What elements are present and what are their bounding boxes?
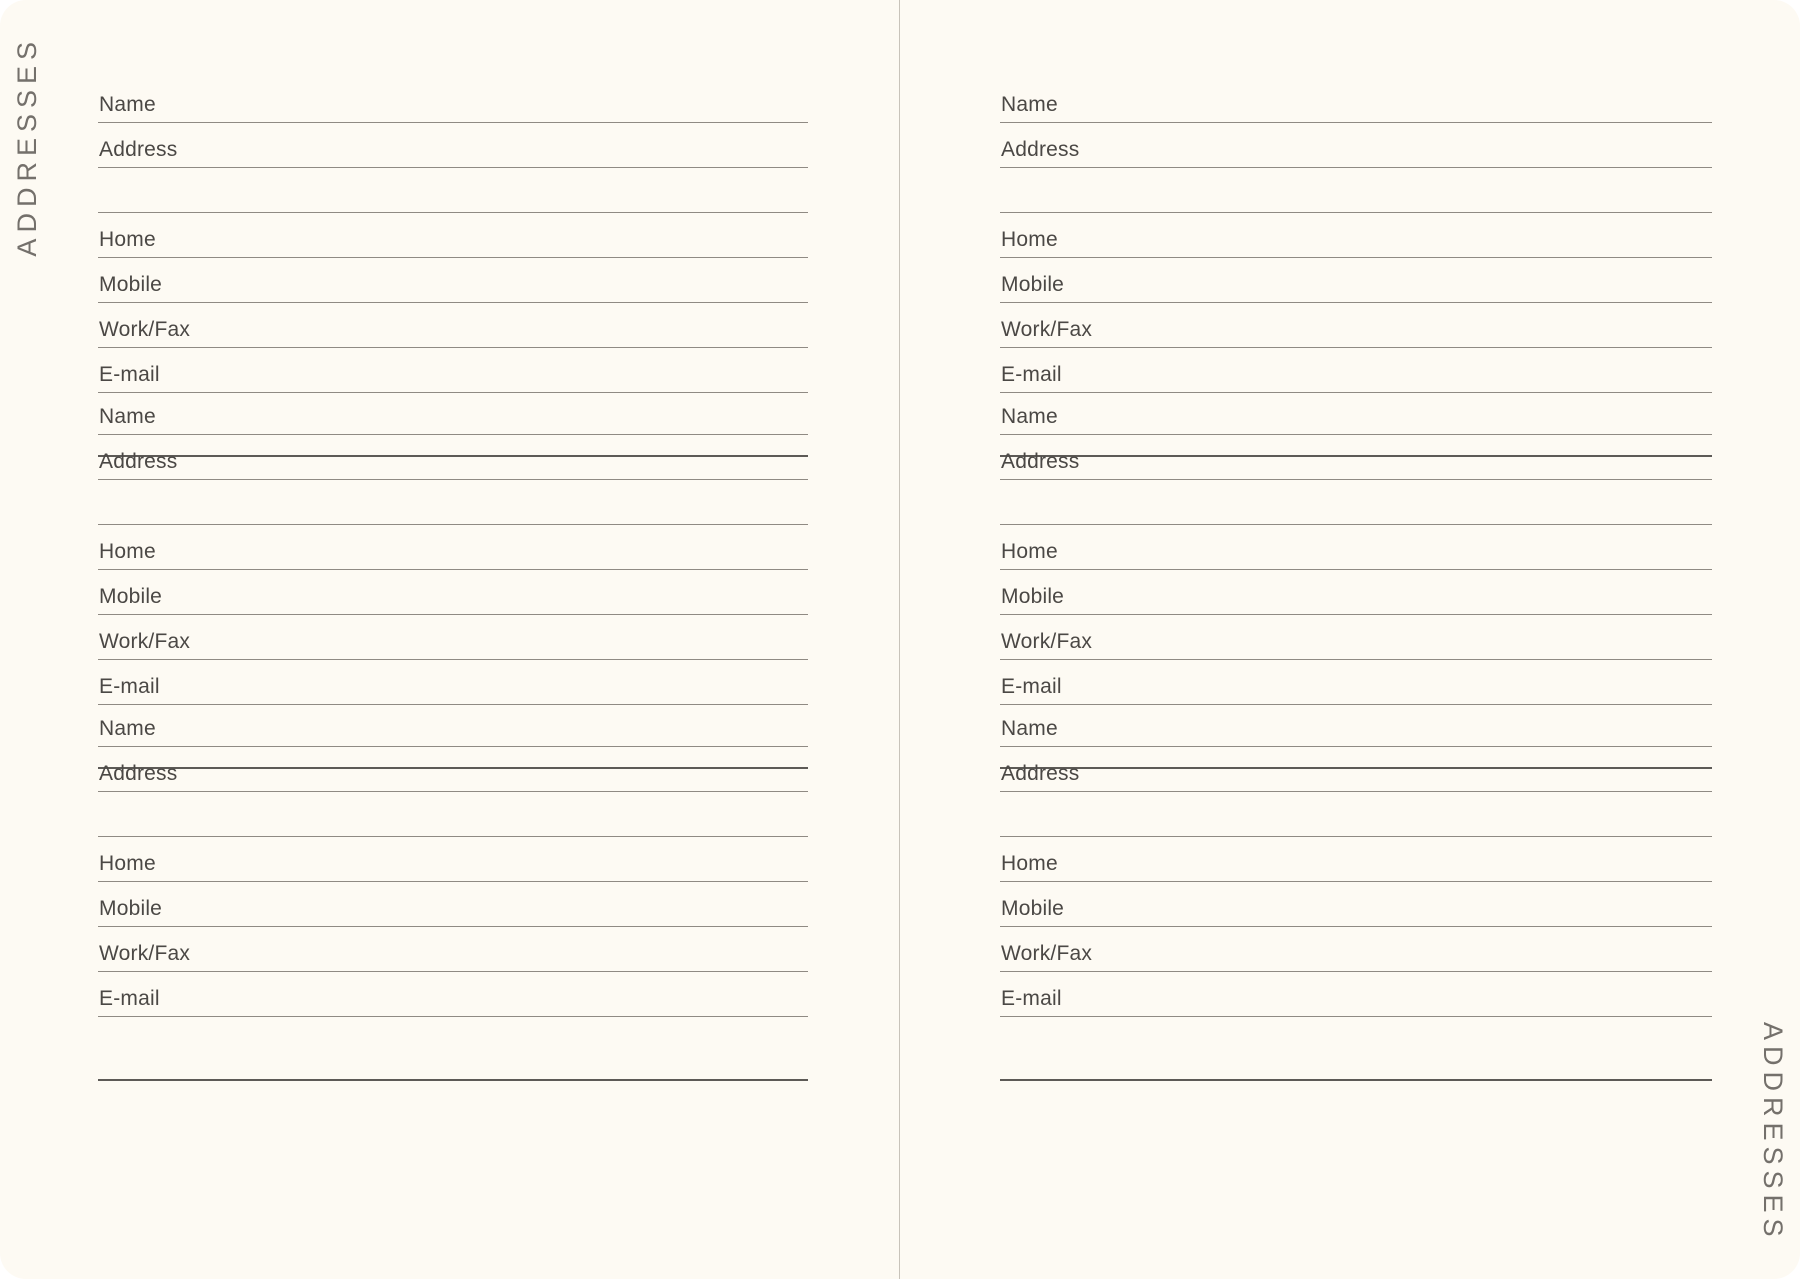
field-label-name: Name [1001, 717, 1058, 740]
side-title-left: ADDRESSES [12, 36, 42, 257]
field-address[interactable] [98, 123, 808, 168]
contact-entry [1000, 78, 1712, 393]
field-email[interactable] [1000, 972, 1712, 1017]
field-home[interactable] [98, 213, 808, 258]
field-label-work-fax: Work/Fax [1001, 942, 1093, 965]
field-rule [98, 1016, 808, 1017]
field-work-fax[interactable] [1000, 303, 1712, 348]
field-home[interactable] [98, 837, 808, 882]
field-name[interactable] [98, 78, 808, 123]
field-label-mobile: Mobile [99, 273, 163, 296]
contact-entry [98, 390, 808, 705]
field-label-email: E-mail [1001, 675, 1062, 698]
field-home[interactable] [1000, 837, 1712, 882]
field-name[interactable] [1000, 702, 1712, 747]
entry-separator-rule [1000, 1079, 1712, 1081]
field-name[interactable] [98, 702, 808, 747]
field-label-address: Address [1001, 450, 1080, 473]
field-home[interactable] [1000, 213, 1712, 258]
field-mobile[interactable] [1000, 882, 1712, 927]
side-title-right: ADDRESSES [1758, 1022, 1788, 1243]
field-label-name: Name [99, 717, 156, 740]
field-email[interactable] [98, 348, 808, 393]
field-label-home: Home [99, 852, 156, 875]
field-label-email: E-mail [1001, 987, 1062, 1010]
field-email[interactable] [1000, 348, 1712, 393]
field-address-line2[interactable] [1000, 480, 1712, 525]
field-email[interactable] [98, 972, 808, 1017]
field-address[interactable] [1000, 123, 1712, 168]
field-label-email: E-mail [99, 987, 160, 1010]
field-label-work-fax: Work/Fax [99, 630, 191, 653]
field-label-home: Home [1001, 540, 1058, 563]
field-name[interactable] [98, 390, 808, 435]
field-name[interactable] [1000, 78, 1712, 123]
entries-column-right [1000, 0, 1712, 1279]
page-right [900, 0, 1800, 1279]
contact-entry [1000, 390, 1712, 705]
field-label-mobile: Mobile [99, 897, 163, 920]
field-rule [1000, 1016, 1712, 1017]
field-label-address: Address [99, 138, 178, 161]
field-label-work-fax: Work/Fax [99, 318, 191, 341]
field-label-home: Home [99, 228, 156, 251]
field-label-mobile: Mobile [1001, 897, 1065, 920]
field-address-line2[interactable] [1000, 168, 1712, 213]
field-label-name: Name [99, 93, 156, 116]
field-label-name: Name [1001, 405, 1058, 428]
field-label-work-fax: Work/Fax [1001, 318, 1093, 341]
field-address[interactable] [98, 747, 808, 792]
field-label-work-fax: Work/Fax [1001, 630, 1093, 653]
field-name[interactable] [1000, 390, 1712, 435]
field-address[interactable] [98, 435, 808, 480]
field-label-home: Home [1001, 852, 1058, 875]
field-work-fax[interactable] [98, 615, 808, 660]
contact-entry [98, 702, 808, 1017]
field-label-email: E-mail [99, 363, 160, 386]
field-label-mobile: Mobile [99, 585, 163, 608]
field-home[interactable] [1000, 525, 1712, 570]
field-mobile[interactable] [98, 570, 808, 615]
field-email[interactable] [98, 660, 808, 705]
field-label-address: Address [1001, 762, 1080, 785]
field-mobile[interactable] [1000, 258, 1712, 303]
field-work-fax[interactable] [1000, 615, 1712, 660]
contact-entry [1000, 702, 1712, 1017]
field-address-line2[interactable] [98, 168, 808, 213]
field-label-email: E-mail [1001, 363, 1062, 386]
field-label-name: Name [1001, 93, 1058, 116]
field-label-address: Address [99, 450, 178, 473]
field-address-line2[interactable] [1000, 792, 1712, 837]
field-label-name: Name [99, 405, 156, 428]
field-label-work-fax: Work/Fax [99, 942, 191, 965]
entry-divider [1000, 1079, 1712, 1081]
field-address-line2[interactable] [98, 792, 808, 837]
contact-entry [98, 78, 808, 393]
field-email[interactable] [1000, 660, 1712, 705]
field-work-fax[interactable] [1000, 927, 1712, 972]
entry-divider [98, 1079, 808, 1081]
entry-separator-rule [98, 1079, 808, 1081]
field-address-line2[interactable] [98, 480, 808, 525]
field-label-home: Home [1001, 228, 1058, 251]
field-work-fax[interactable] [98, 927, 808, 972]
field-label-home: Home [99, 540, 156, 563]
field-label-mobile: Mobile [1001, 273, 1065, 296]
field-label-email: E-mail [99, 675, 160, 698]
field-label-address: Address [1001, 138, 1080, 161]
field-mobile[interactable] [1000, 570, 1712, 615]
field-label-mobile: Mobile [1001, 585, 1065, 608]
field-mobile[interactable] [98, 258, 808, 303]
field-work-fax[interactable] [98, 303, 808, 348]
field-home[interactable] [98, 525, 808, 570]
field-label-address: Address [99, 762, 178, 785]
entries-column-left [98, 0, 808, 1279]
field-mobile[interactable] [98, 882, 808, 927]
field-address[interactable] [1000, 435, 1712, 480]
field-address[interactable] [1000, 747, 1712, 792]
